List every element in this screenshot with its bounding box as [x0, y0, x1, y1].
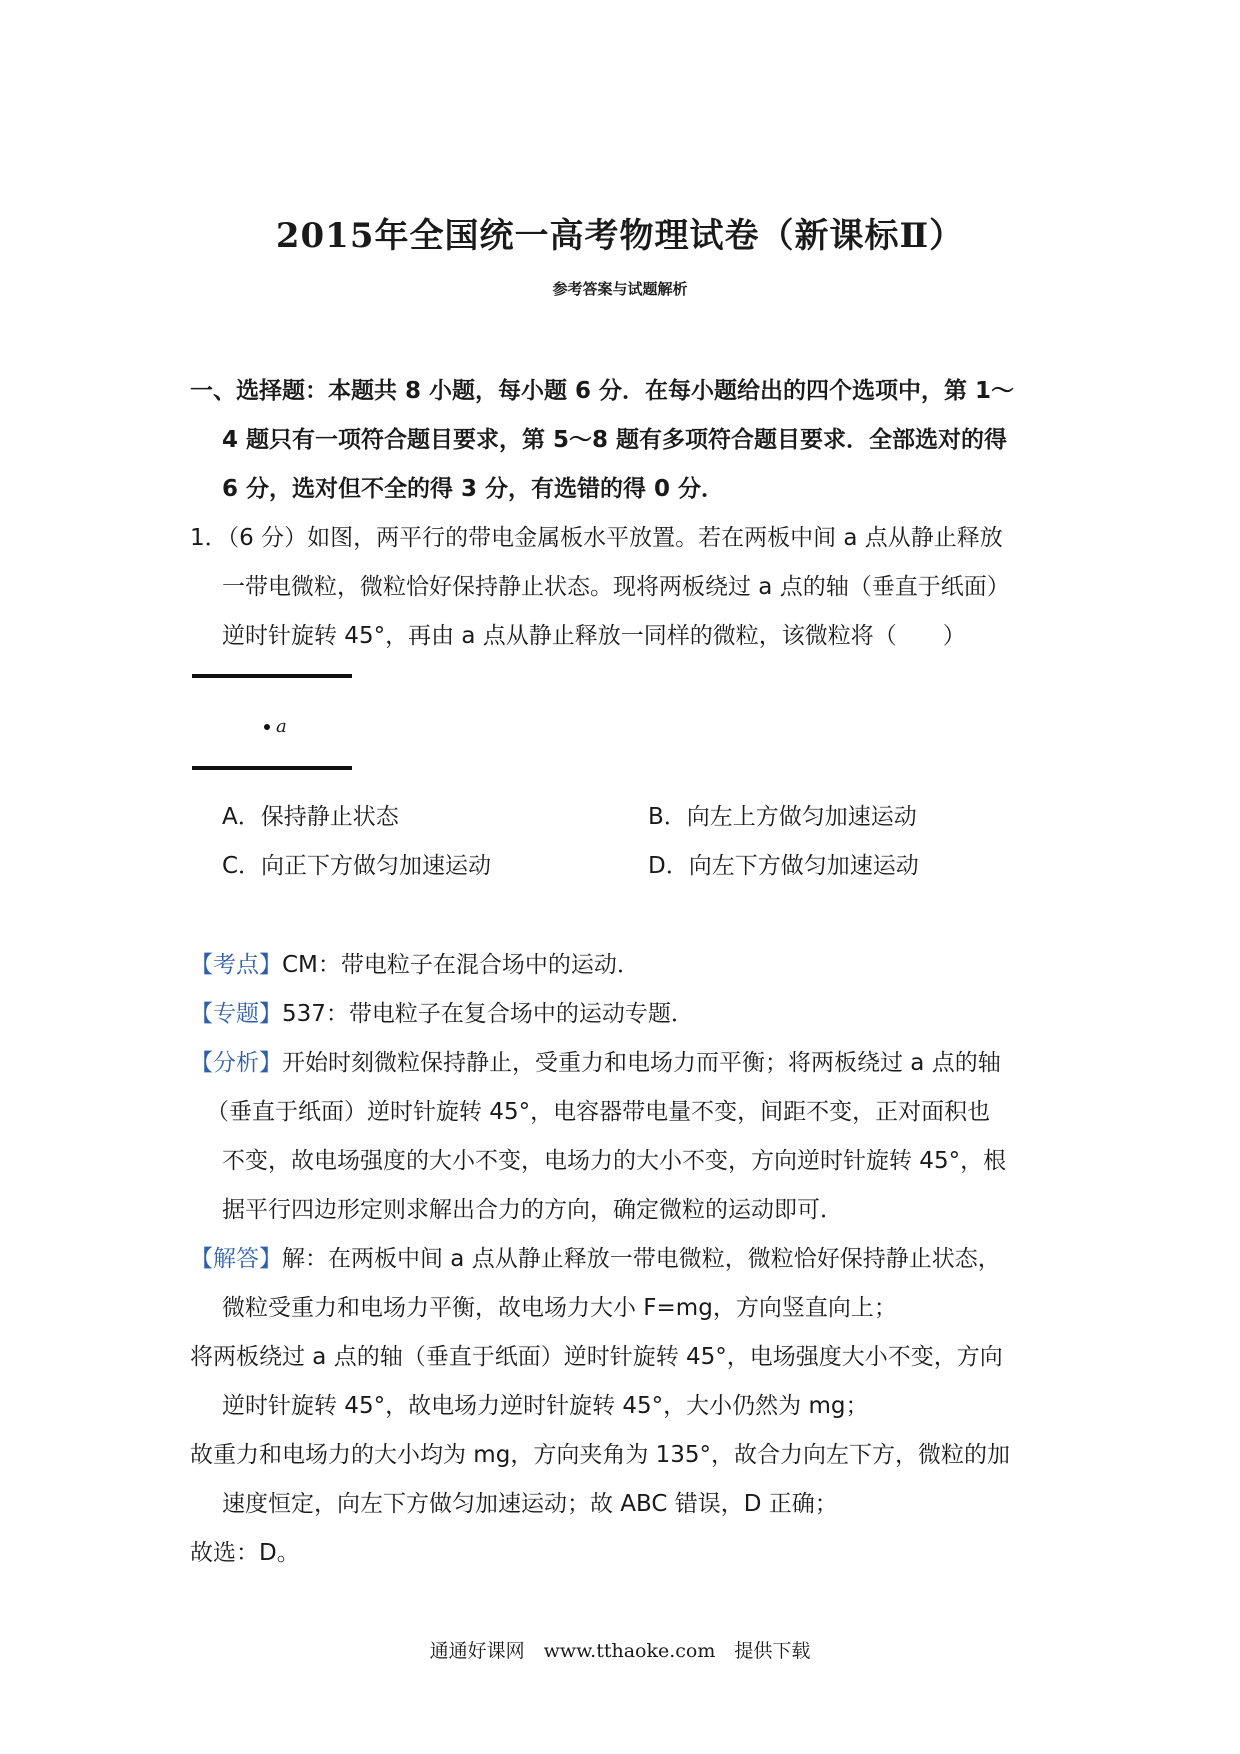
jieda-line-2: 微粒受重力和电场力平衡，故电场力大小 F=mg，方向竖直向上；: [222, 1295, 897, 1321]
kaodian-tag: 【考点】: [190, 952, 282, 978]
fenxi-line-1: 开始时刻微粒保持静止，受重力和电场力而平衡；将两板绕过 a 点的轴: [282, 1050, 1001, 1076]
kaodian-text: CM：带电粒子在混合场中的运动．: [282, 952, 640, 978]
jieda-row: [190, 1240, 1001, 1273]
upper-plate: [192, 674, 352, 678]
jieda-line-7: 故选：D。: [190, 1540, 300, 1566]
jieda-line-6: 速度恒定，向左下方做匀加速运动；故 ABC 错误，D 正确；: [222, 1491, 838, 1517]
page-title: 2015年全国统一高考物理试卷（新课标Ⅱ）: [275, 216, 965, 256]
section-heading-line-1: 一、选择题：本题共 8 小题，每小题 6 分．在每小题给出的四个选项中，第 1～: [190, 378, 1015, 404]
zhuanti-text: 537：带电粒子在复合场中的运动专题．: [282, 1001, 694, 1027]
question-stem-line-2: 一带电微粒，微粒恰好保持静止状态。现将两板绕过 a 点的轴（垂直于纸面）: [222, 574, 1010, 600]
option-a: A．保持静止状态: [222, 804, 399, 830]
option-c: C．向正下方做匀加速运动: [222, 853, 492, 879]
point-a-dot: [264, 724, 270, 730]
jieda-tag: 【解答】: [190, 1246, 282, 1272]
zhuanti-tag: 【专题】: [190, 1001, 282, 1027]
point-a-label: a: [276, 716, 287, 737]
jieda-line-5: 故重力和电场力的大小均为 mg，方向夹角为 135°，故合力向左下方，微粒的加: [190, 1442, 1011, 1468]
fenxi-tag: 【分析】: [190, 1050, 282, 1076]
section-heading-line-2: 4 题只有一项符合题目要求，第 5～8 题有多项符合题目要求．全部选对的得: [222, 427, 1008, 453]
option-b: B．向左上方做匀加速运动: [648, 804, 917, 830]
fenxi-line-4: 据平行四边形定则求解出合力的方向，确定微粒的运动即可．: [222, 1197, 843, 1223]
question-stem-line-1: 1．（6 分）如图，两平行的带电金属板水平放置。若在两板中间 a 点从静止释放: [190, 525, 1003, 551]
question-stem-line-3: 逆时针旋转 45°，再由 a 点从静止释放一同样的微粒，该微粒将（ ）: [222, 623, 966, 649]
page-subtitle: 参考答案与试题解析: [552, 280, 688, 298]
jieda-line-4: 逆时针旋转 45°，故电场力逆时针旋转 45°，大小仍然为 mg；: [222, 1393, 869, 1419]
kaodian-row: [190, 946, 640, 979]
point-a-marker: [264, 716, 287, 737]
zhuanti-row: [190, 995, 694, 1028]
page-footer: 通通好课网 www.tthaoke.com 提供下载: [429, 1640, 811, 1662]
lower-plate: [192, 766, 352, 770]
fenxi-row: [190, 1044, 1001, 1077]
section-heading-line-3: 6 分，选对但不全的得 3 分，有选错的得 0 分．: [222, 476, 725, 502]
option-d: D．向左下方做匀加速运动: [648, 853, 919, 879]
fenxi-line-3: 不变，故电场强度的大小不变，电场力的大小不变，方向逆时针旋转 45°，根: [222, 1148, 1007, 1174]
jieda-line-3: 将两板绕过 a 点的轴（垂直于纸面）逆时针旋转 45°，电场强度大小不变，方向: [190, 1344, 1003, 1370]
jieda-line-1: 解：在两板中间 a 点从静止释放一带电微粒，微粒恰好保持静止状态，: [282, 1246, 1001, 1272]
fenxi-line-2: （垂直于纸面）逆时针旋转 45°，电容器带电量不变，间距不变，正对面积也: [206, 1099, 991, 1125]
